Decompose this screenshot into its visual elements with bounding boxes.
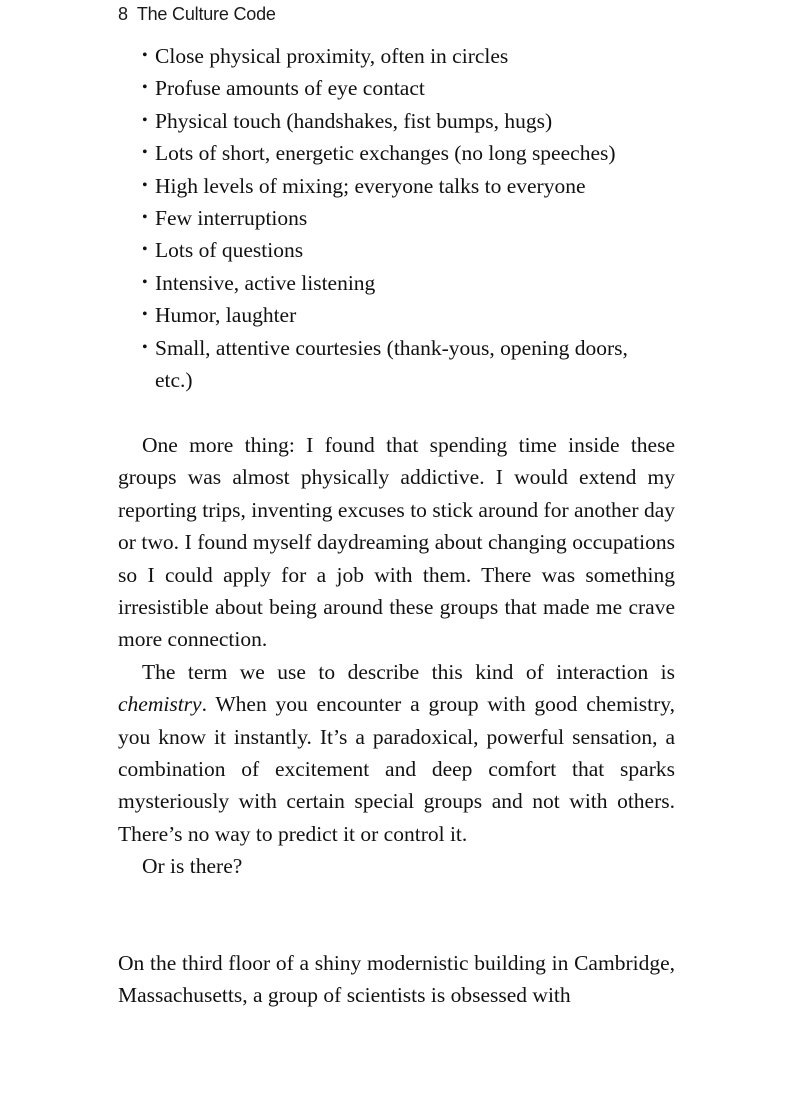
list-item: • Lots of short, energetic exchanges (no long speeches) xyxy=(142,137,642,169)
paragraph: On the third floor of a shiny modernistic building in Cambridge, Massachusetts, a group of scientists is obsessed with xyxy=(118,951,675,1008)
list-item: • Intensive, active listening xyxy=(142,267,642,299)
emphasis-term: chemistry xyxy=(118,692,202,717)
bullet-list xyxy=(142,40,642,396)
book-title: The Culture Code xyxy=(136,4,276,24)
body-section xyxy=(118,429,675,883)
list-item: • Profuse amounts of eye contact xyxy=(142,72,642,104)
body-section xyxy=(118,947,675,1012)
paragraph-text: The term we use to describe this kind of interaction is xyxy=(142,659,675,684)
paragraph: One more thing: I found that spending time inside these groups was almost physically addictive. I would extend my reporting trips, inventing excuses to stick around for another day or two. I found myself daydreaming about changing occupations so I could apply for a job with them. There was something irresistible about being around these groups that made me crave more connection. xyxy=(118,433,675,652)
list-item: • Small, attentive courtesies (thank-yous, opening doors, etc.) xyxy=(142,332,642,397)
paragraph-text: . When you encounter a group with good chemistry, you know it instantly. It’s a paradoxical, powerful sensation, a combination of excitement and deep comfort that sparks mysteriously with certain special groups and not with others. There’s no way to predict it or control it. xyxy=(118,692,675,846)
list-item: • Humor, laughter xyxy=(142,299,642,331)
page-number: 8 xyxy=(118,4,128,24)
paragraph xyxy=(118,656,675,850)
list-item: • Lots of questions xyxy=(142,234,642,266)
list-item: • Close physical proximity, often in circles xyxy=(142,40,642,72)
list-item: • High levels of mixing; everyone talks to everyone xyxy=(142,170,642,202)
list-item: • Physical touch (handshakes, fist bumps, hugs) xyxy=(142,105,642,137)
paragraph: Or is there? xyxy=(142,854,243,879)
list-item: • Few interruptions xyxy=(142,202,642,234)
running-head xyxy=(118,3,276,25)
